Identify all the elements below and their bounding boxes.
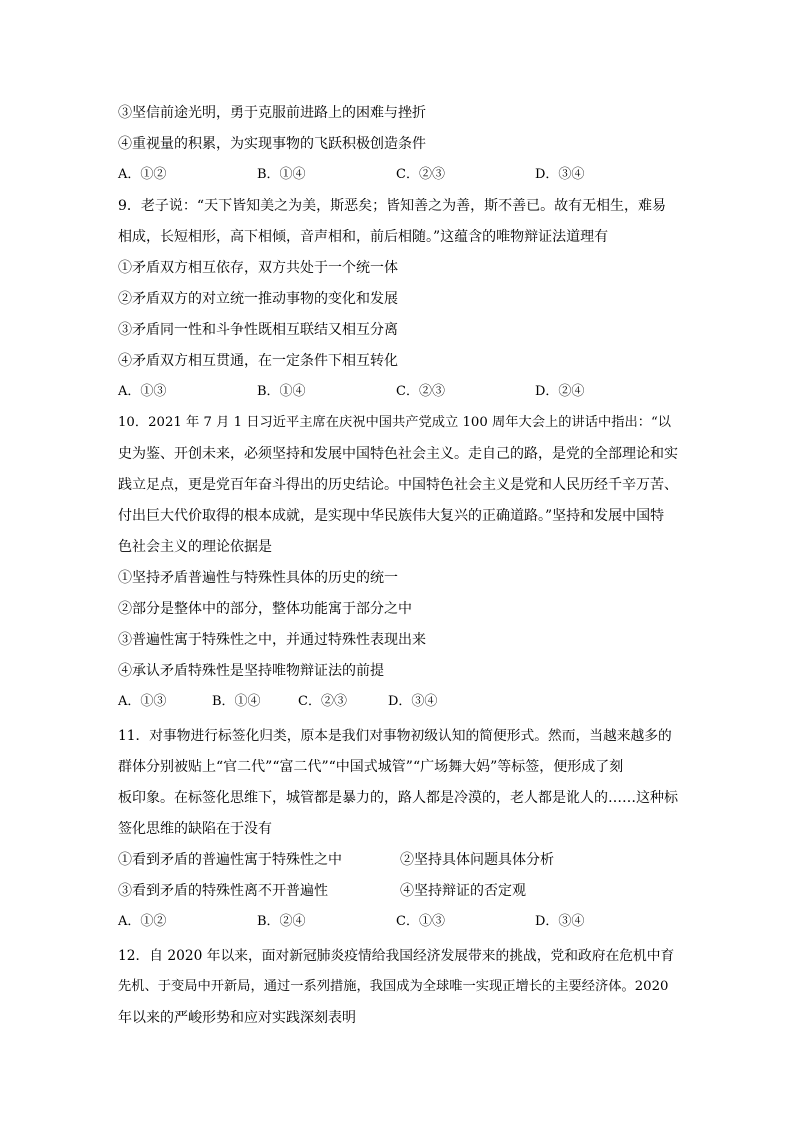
q11-items-row-2 — [118, 881, 678, 901]
q11-stem-line-1: 11．对事物进行标签化归类，原本是我们对事物初级认知的简便形式。然而，当越来越多的 — [118, 728, 672, 744]
q8-item-4: ④重视量的积累，为实现事物的飞跃积极创造条件 — [118, 136, 426, 152]
q9-option-c: C．②③ — [396, 384, 445, 399]
q9-item-4: ④矛盾双方相互贯通，在一定条件下相互转化 — [118, 353, 398, 369]
q12-stem-line-2: 先机、于变局中开新局，通过一系列措施，我国成为全球唯一实现正增长的主要经济体。2020 — [118, 979, 669, 994]
q11-item-2: ②坚持具体问题具体分析 — [400, 852, 554, 868]
q11-item-1: ①看到矛盾的普遍性寓于特殊性之中 — [118, 852, 342, 868]
q10-option-d: D．③④ — [388, 694, 438, 709]
q9-stem-line-1: 9．老子说：“天下皆知美之为美，斯恶矣；皆知善之为善，斯不善已。故有无相生，难易 — [118, 198, 667, 214]
q8-option-a: A．①② — [118, 167, 167, 182]
q9-stem-line-2: 相成，长短相形，高下相倾，音声相和，前后相随。”这蕴含的唯物辩证法道理有 — [118, 229, 609, 245]
q10-options — [118, 692, 678, 712]
q9-item-2: ②矛盾双方的对立统一推动事物的变化和发展 — [118, 291, 398, 307]
q11-item-4: ④坚持辩证的否定观 — [400, 883, 526, 899]
q10-item-3: ③普遍性寓于特殊性之中，并通过特殊性表现出来 — [118, 632, 426, 648]
q10-stem-line-2: 史为鉴、开创未来，必须坚持和发展中国特色社会主义。走自己的路，是党的全部理论和实 — [118, 446, 678, 462]
q9-item-1: ①矛盾双方相互依存，双方共处于一个统一体 — [118, 260, 398, 276]
q10-stem-line-1: 10．2021 年 7 月 1 日习近平主席在庆祝中国共产党成立 100 周年大会上的讲话中指出：“以 — [118, 415, 671, 430]
q11-option-c: C．①③ — [396, 914, 445, 929]
q11-item-3: ③看到矛盾的特殊性离不开普遍性 — [118, 883, 328, 899]
q11-option-b: B．②④ — [257, 914, 306, 929]
q8-item-3: ③坚信前途光明，勇于克服前进路上的困难与挫折 — [118, 105, 426, 121]
q11-stem-line-2: 群体分别被贴上“官二代”“富二代”“中国式城管”“广场舞大妈”等标签，便形成了刻 — [118, 759, 624, 775]
q8-option-c: C．②③ — [396, 167, 445, 182]
q10-option-a: A．①③ — [118, 694, 167, 709]
q10-item-4: ④承认矛盾特殊性是坚持唯物辩证法的前提 — [118, 663, 384, 679]
q9-option-a: A．①③ — [118, 384, 167, 399]
q10-stem-line-4: 付出巨大代价取得的根本成就，是实现中华民族伟大复兴的正确道路。”坚持和发展中国特 — [118, 508, 665, 524]
q10-stem-line-3: 践立足点，更是党百年奋斗得出的历史结论。中国特色社会主义是党和人民历经千辛万苦、 — [118, 477, 678, 493]
q11-option-a: A．①② — [118, 914, 167, 929]
q8-option-b: B．①④ — [257, 167, 306, 182]
q10-item-2: ②部分是整体中的部分，整体功能寓于部分之中 — [118, 601, 412, 617]
q12-stem-line-1: 12．自 2020 年以来，面对新冠肺炎疫情给我国经济发展带来的挑战，党和政府在危机中育 — [118, 948, 675, 964]
q9-option-d: D．②④ — [535, 384, 585, 399]
q9-item-3: ③矛盾同一性和斗争性既相互联结又相互分离 — [118, 322, 398, 338]
q10-option-c: C．②③ — [298, 694, 347, 709]
q9-options — [118, 382, 678, 402]
q10-stem-line-5: 色社会主义的理论依据是 — [118, 539, 272, 555]
q12-stem-line-3: 年以来的严峻形势和应对实践深刻表明 — [118, 1010, 356, 1026]
q9-option-b: B．①④ — [257, 384, 306, 399]
q8-options — [118, 165, 678, 185]
q8-option-d: D．③④ — [535, 167, 585, 182]
q10-item-1: ①坚持矛盾普遍性与特殊性具体的历史的统一 — [118, 570, 398, 586]
q11-stem-line-4: 签化思维的缺陷在于没有 — [118, 821, 272, 837]
q11-stem-line-3: 板印象。在标签化思维下，城管都是暴力的，路人都是冷漠的，老人都是讹人的……这种标 — [118, 790, 678, 806]
q10-option-b: B．①④ — [212, 694, 261, 709]
q11-items-row-1 — [118, 850, 678, 870]
q11-option-d: D．③④ — [535, 914, 585, 929]
q11-options — [118, 912, 678, 932]
